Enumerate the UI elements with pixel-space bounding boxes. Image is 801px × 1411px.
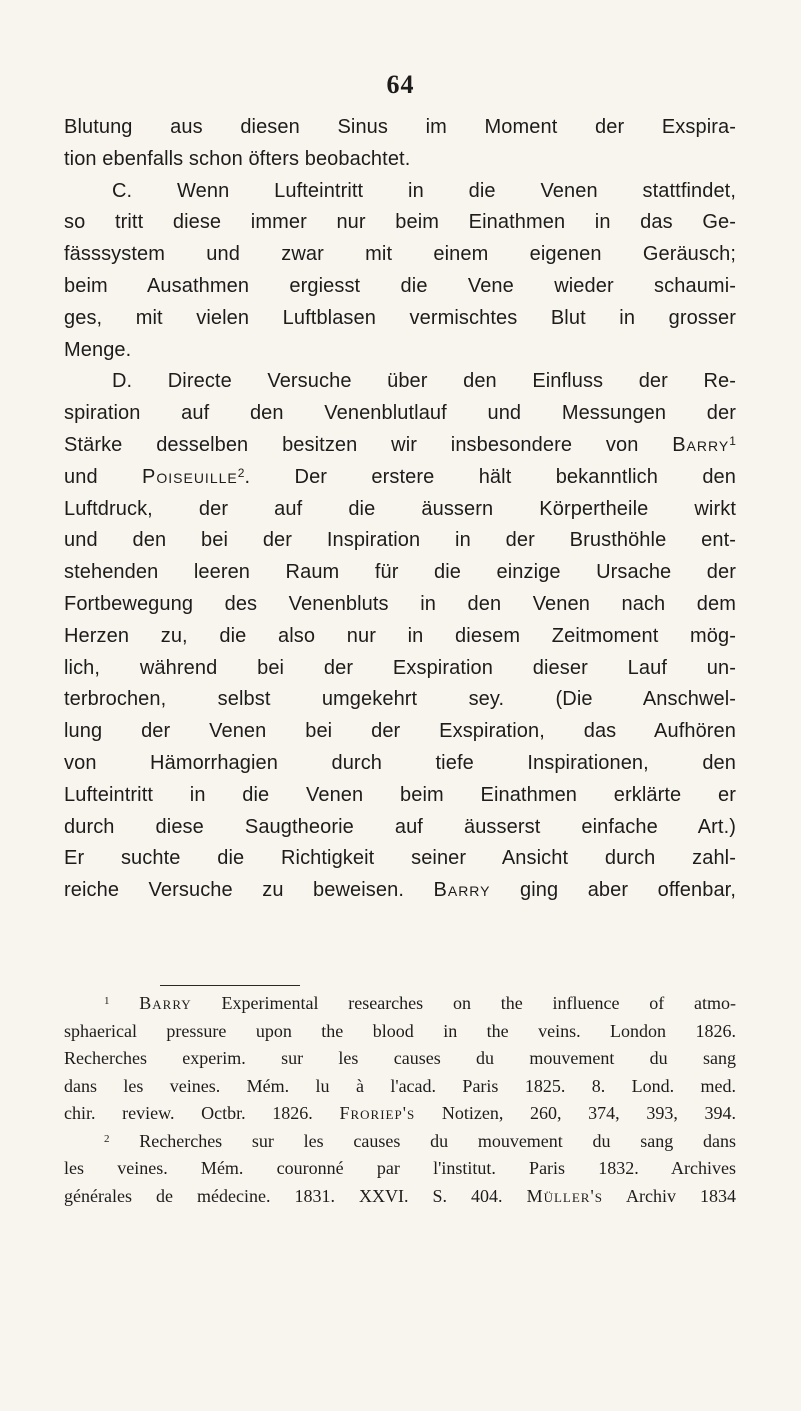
text-line: und den bei der Inspiration in der Brusthöhle ent- [64,529,736,552]
text-line [64,875,736,907]
text-line: lung der Venen bei der Exspiration, das Aufhören [64,720,736,743]
text-line: Luftdruck, der auf die äussern Körpertheile wirkt [64,497,736,520]
text-line: Fortbewegung des Venenbluts in den Venen nach dem [64,592,736,615]
text-line: durch diese Saugtheorie auf äusserst einfache Art.) [64,815,736,838]
author-poiseuille: Poiseuille [142,465,238,488]
footnote-author-mueller: Müller's [526,1185,603,1206]
text-fragment: und [64,465,98,488]
text-fragment: reiche Versuche zu beweisen. [64,879,405,902]
footnote-author-froriep: Froriep's [339,1103,416,1123]
text-line: Herzen zu, die also nur in diesem Zeitmoment mög- [64,624,736,647]
text-line: stehenden leeren Raum für die einzige Ursache der [64,561,736,584]
footnote-text: Recherches sur les causes du mouvement du sang dans [139,1130,736,1151]
footnote-line: sphaerical pressure upon the blood in the veins. London 1826. [64,1020,736,1041]
text-line: C. Wenn Lufteintritt in die Venen stattfindet, [112,179,736,202]
footnote-separator [160,985,300,986]
text-line: tion ebenfalls schon öfters beobachtet. [64,147,411,170]
footnote-line [64,1100,736,1128]
text-line: Lufteintritt in die Venen beim Einathmen erklärte er [64,783,736,806]
footnote-number-1: 1 [104,995,110,1007]
text-line: D. Directe Versuche über den Einfluss der Re- [112,370,736,393]
footnote-line [64,990,736,1018]
footnote-line: dans les veines. Mém. lu à l'acad. Paris 1825. 8. Lond. med. [64,1075,736,1096]
footnote-text: Archiv 1834 [625,1185,736,1206]
text-line: Menge. [64,338,132,361]
footnote-text: Experimental researches on the influence of atmo- [221,993,736,1013]
text-line: beim Ausathmen ergiesst die Vene wieder schaumi- [64,274,736,297]
footnote-line [64,1183,736,1211]
footnotes [64,990,736,1210]
footnote-mark-1: 1 [729,433,736,448]
text-fragment: Stärke desselben besitzen wir insbesondere von [64,433,639,456]
footnote-author-barry: Barry [139,993,192,1013]
author-barry: Barry [672,433,730,456]
text-line: von Hämorrhagien durch tiefe Inspirationen, den [64,751,736,774]
page-number: 64 [386,70,415,99]
footnote-line: Recherches experim. sur les causes du mouvement du sang [64,1048,736,1068]
text-fragment: . Der erstere hält bekanntlich den [244,465,736,488]
footnote-line: les veines. Mém. couronné par l'institut. Paris 1832. Archives [64,1158,736,1178]
footnote-number-2: 2 [104,1132,110,1145]
text-line: spiration auf den Venenblutlauf und Messungen der [64,402,736,425]
footnote-text: chir. review. Octbr. 1826. [64,1103,313,1123]
main-text [64,112,736,907]
text-line: so tritt diese immer nur beim Einathmen in das Ge- [64,211,736,234]
author-barry: Barry [433,879,491,902]
text-line: Blutung aus diesen Sinus im Moment der Exspira- [64,116,736,138]
footnote-text: Notizen, 260, 374, 393, 394. [441,1103,737,1123]
text-line: fässsystem und zwar mit einem eigenen Geräusch; [64,243,736,266]
text-line [64,430,736,462]
text-line: Er suchte die Richtigkeit seiner Ansicht durch zahl- [64,847,736,870]
text-line: terbrochen, selbst umgekehrt sey. (Die Anschwel- [64,688,736,711]
footnote-line [64,1128,736,1156]
footnote-mark-2: 2 [237,465,245,480]
text-line: lich, während bei der Exspiration dieser Lauf un- [64,656,736,679]
text-line [64,462,736,494]
footnote-text: générales de médecine. 1831. XXVI. S. 404. [64,1185,503,1206]
text-fragment: ging aber offenbar, [520,879,736,902]
text-line: ges, mit vielen Luftblasen vermischtes Blut in grosser [64,306,736,329]
